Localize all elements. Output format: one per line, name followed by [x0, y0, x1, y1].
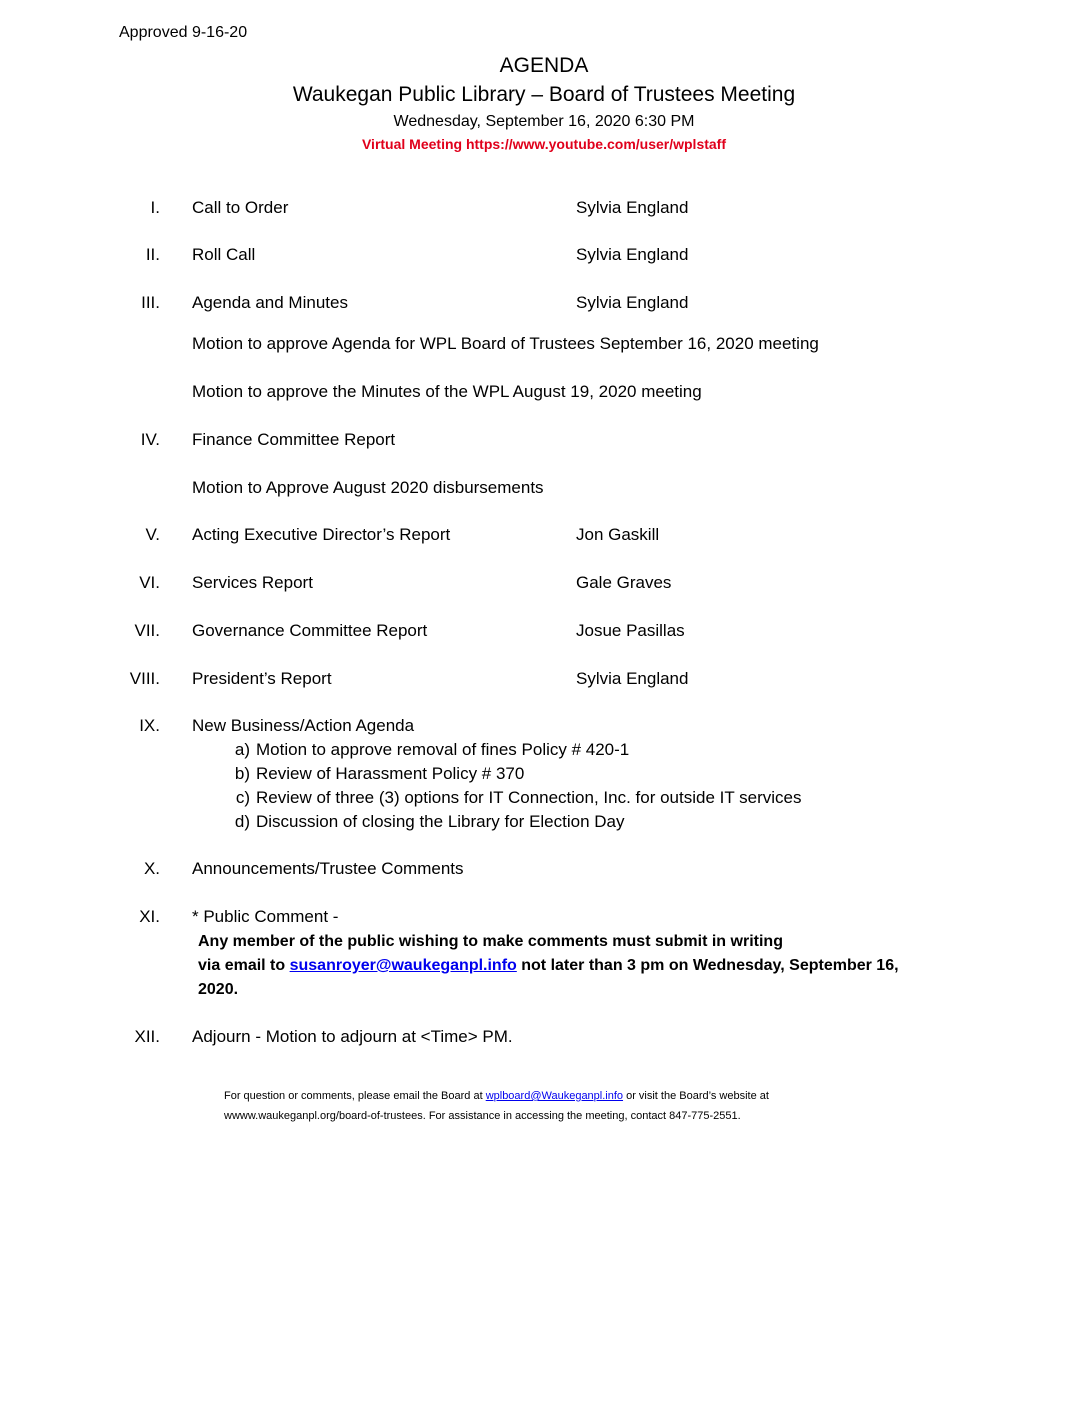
- subitem-text: Review of Harassment Policy # 370: [256, 764, 525, 783]
- item-text: Announcements/Trustee Comments: [192, 859, 464, 878]
- item-number: I.: [150, 198, 160, 217]
- item-text: Roll Call: [192, 245, 256, 264]
- item-presenter: Gale Graves: [576, 573, 672, 592]
- item-text: Services Report: [192, 573, 313, 592]
- subitem-letter: c): [235, 788, 250, 807]
- item-presenter: Sylvia England: [576, 669, 689, 688]
- footer-line1: [224, 1086, 904, 1106]
- subitem-text: Discussion of closing the Library for Election Day: [256, 812, 625, 831]
- item-number: III.: [141, 293, 160, 312]
- public-comment-prefix: via email to: [198, 957, 290, 974]
- item-presenter: Sylvia England: [576, 293, 689, 312]
- public-comment-line3: 2020.: [198, 981, 239, 998]
- item-number: XII.: [134, 1027, 160, 1046]
- footer-email-link[interactable]: wplboard@Waukeganpl.info: [485, 1090, 624, 1102]
- item-text: * Public Comment -: [192, 907, 339, 926]
- item-number: V.: [145, 525, 160, 544]
- item-presenter: Josue Pasillas: [576, 621, 685, 640]
- subitem-text: Review of three (3) options for IT Connection, Inc. for outside IT services: [256, 788, 802, 807]
- footer-suffix: or visit the Board’s website at: [623, 1090, 769, 1102]
- public-comment-email-link[interactable]: susanroyer@waukeganpl.info: [289, 957, 517, 974]
- approved-stamp: Approved 9-16-20: [119, 24, 248, 41]
- footer-note: [224, 1086, 904, 1126]
- subitem-text: Motion to approve removal of fines Policy # 420-1: [256, 740, 630, 759]
- page-title: Waukegan Public Library – Board of Trustees Meeting: [292, 83, 796, 106]
- item-text: Call to Order: [192, 198, 289, 217]
- footer-line2: wwww.waukeganpl.org/board-of-trustees. For assistance in accessing the meeting, contact 847-775-2551.: [224, 1110, 741, 1122]
- public-comment-notice: [198, 930, 968, 1002]
- item-presenter: Jon Gaskill: [576, 525, 660, 544]
- motion-minutes: Motion to approve the Minutes of the WPL August 19, 2020 meeting: [192, 382, 702, 401]
- item-text: Governance Committee Report: [192, 621, 428, 640]
- item-number: VIII.: [129, 669, 160, 688]
- item-number: VII.: [134, 621, 160, 640]
- item-number: X.: [143, 859, 160, 878]
- item-presenter: Sylvia England: [576, 245, 689, 264]
- item-text: Adjourn - Motion to adjourn at <Time> PM.: [192, 1027, 513, 1046]
- item-number: XI.: [139, 907, 160, 926]
- motion-agenda: Motion to approve Agenda for WPL Board of Trustees September 16, 2020 meeting: [192, 334, 819, 353]
- subitem-letter: d): [234, 812, 250, 831]
- item-text: Finance Committee Report: [192, 430, 396, 449]
- item-text: New Business/Action Agenda: [192, 716, 415, 735]
- item-presenter: Sylvia England: [576, 198, 689, 217]
- public-comment-line1: Any member of the public wishing to make comments must submit in writing: [198, 933, 783, 950]
- item-text: Agenda and Minutes: [192, 293, 348, 312]
- item-number: VI.: [139, 573, 160, 592]
- meeting-date: Wednesday, September 16, 2020 6:30 PM: [393, 113, 695, 130]
- public-comment-line2: [198, 954, 968, 978]
- item-number: IX.: [139, 716, 160, 735]
- motion-disbursements: Motion to Approve August 2020 disbursements: [192, 478, 544, 497]
- item-text: Acting Executive Director’s Report: [192, 525, 451, 544]
- subitem-letter: b): [234, 764, 250, 783]
- item-text: President’s Report: [192, 669, 332, 688]
- agenda-heading: AGENDA: [499, 54, 589, 77]
- public-comment-suffix: not later than 3 pm on Wednesday, September 16,: [516, 957, 899, 974]
- subitem-letter: a): [234, 740, 250, 759]
- virtual-meeting-link[interactable]: Virtual Meeting https://www.youtube.com/user/wplstaff: [361, 136, 727, 152]
- item-number: IV.: [140, 430, 160, 449]
- footer-prefix: For question or comments, please email the Board at: [224, 1090, 486, 1102]
- item-number: II.: [145, 245, 160, 264]
